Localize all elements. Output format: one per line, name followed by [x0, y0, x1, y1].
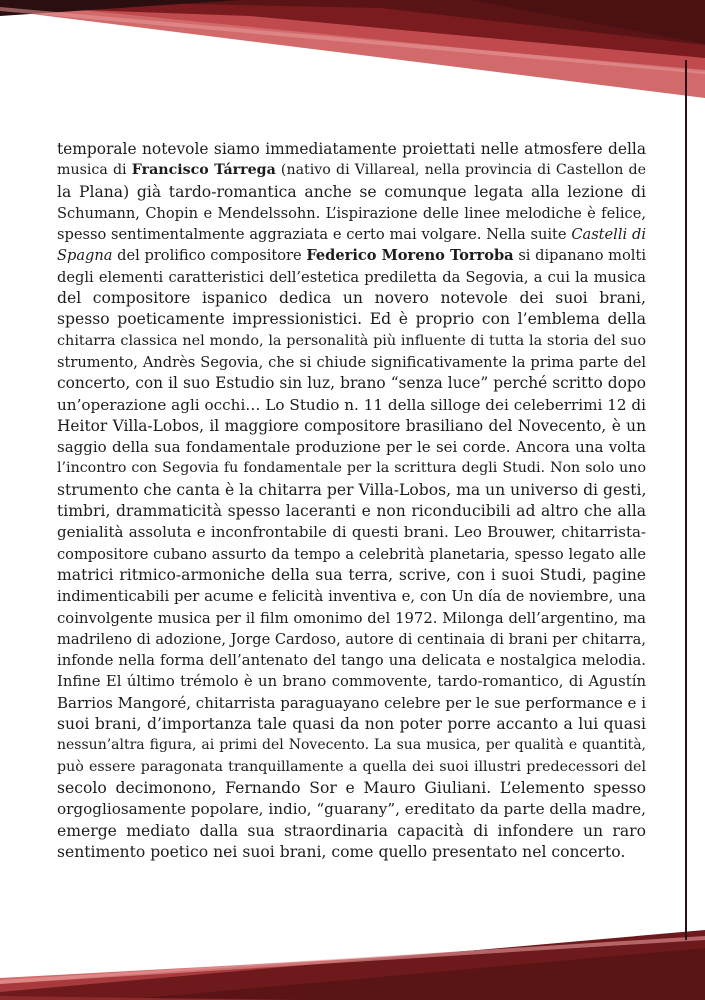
text-run: spesso poeticamente impressionistici. Ed è proprio con l’emblema della: [57, 310, 646, 329]
text-run: temporale notevole siamo immediatamente proiettati nelle atmosfere della: [57, 140, 646, 158]
text-line: [57, 437, 646, 458]
text-run: l’incontro con Segovia fu fondamentale per la scrittura degli Studi. Non solo uno: [57, 460, 646, 477]
text-run: Schumann, Chopin e Mendelssohn. L’ispirazione delle linee melodiche è felice,: [57, 204, 646, 222]
text-line: [57, 139, 646, 160]
italic-title: Castelli di: [571, 226, 646, 244]
text-line: [57, 671, 646, 692]
text-run: Heitor Villa-Lobos, il maggiore compositore brasiliano del Novecento, è un: [57, 416, 646, 435]
text-run: (nativo di Villareal, nella provincia di Castellon de: [275, 162, 647, 179]
text-line: [57, 288, 646, 309]
italic-title: Spagna: [57, 247, 113, 265]
text-run: spesso sentimentalmente aggraziata e certo mai volgare. Nella suite: [57, 226, 572, 244]
text-line: [57, 565, 646, 586]
text-run: suoi brani, d’importanza tale quasi da non poter porre accanto a lui quasi: [57, 715, 646, 734]
text-run: saggio della sua fondamentale produzione per le sei corde. Ancora una volta: [57, 438, 646, 457]
text-run: degli elementi caratteristici dell’estetica prediletta da Segovia, a cui la musica: [57, 268, 646, 286]
text-line: [57, 735, 646, 756]
text-run: orgogliosamente popolare, indio, “guarany”, ereditato da parte della madre,: [57, 800, 646, 819]
text-run: del prolifico compositore: [112, 247, 307, 265]
text-line: [57, 522, 646, 543]
text-line: [57, 331, 646, 352]
text-line: [57, 267, 646, 288]
text-run: sentimento poetico nei suoi brani, come quello presentato nel concerto.: [57, 842, 626, 861]
text-run: genialità assoluta e inconfrontabile di questi brani. Leo Brouwer, chitarrista-: [57, 523, 646, 542]
text-run: coinvolgente musica per il film omonimo del 1972. Milonga dell’argentino, ma: [57, 609, 646, 627]
text-line: [57, 821, 646, 842]
text-run: strumento, Andrès Segovia, che si chiude significativamente la prima parte del: [57, 353, 646, 371]
text-run: emerge mediato dalla sua straordinaria capacità di infondere un raro: [57, 821, 646, 840]
text-line: [57, 480, 646, 501]
text-run: infonde nella forma dell’antenato del tango una delicata e nostalgica melodia.: [57, 652, 646, 670]
text-run: timbri, drammaticità spesso laceranti e non riconducibili ad altro che alla: [57, 502, 646, 521]
text-line: [57, 160, 646, 181]
text-line: [57, 586, 646, 607]
text-line: [57, 799, 646, 820]
text-run: la Plana) già tardo-romantica anche se comunque legata alla lezione di: [57, 182, 646, 201]
bold-name: Federico Moreno Torroba: [306, 247, 514, 265]
text-run: Barrios Mangoré, chitarrista paraguayano celebre per le sue performance e i: [57, 693, 646, 712]
text-line: [57, 203, 646, 224]
text-line: [57, 309, 646, 330]
text-run: nessun’altra figura, ai primi del Novecento. La sua musica, per qualità e quantità,: [57, 737, 646, 754]
text-line: [57, 544, 646, 565]
text-run: Infine El último trémolo è un brano commovente, tardo-romantico, di Agustín: [57, 673, 646, 691]
text-run: indimenticabili per acume e felicità inventiva e, con Un día de noviembre, una: [57, 588, 646, 606]
text-line: [57, 395, 646, 416]
text-run: si dipanano molti: [513, 247, 646, 265]
text-run: musica di: [57, 162, 132, 179]
text-line: [57, 416, 646, 437]
text-run: strumento che canta è la chitarra per Villa-Lobos, ma un universo di gesti,: [57, 480, 647, 499]
text-line: [57, 757, 646, 778]
text-line: [57, 714, 646, 735]
right-vertical-rule: [685, 60, 687, 940]
text-run: concerto, con il suo Estudio sin luz, brano “senza luce” perché scritto dopo: [57, 374, 646, 393]
text-line: [57, 629, 646, 650]
text-run: un’operazione agli occhi… Lo Studio n. 11 della silloge dei celeberrimi 12 di: [57, 395, 646, 414]
text-run: può essere paragonata tranquillamente a quella dei suoi illustri predecessori del: [57, 758, 646, 775]
text-line: [57, 693, 646, 714]
article-body: [57, 139, 646, 863]
text-line: [57, 608, 646, 629]
text-line: [57, 650, 646, 671]
text-run: secolo decimonono, Fernando Sor e Mauro Giuliani. L’elemento spesso: [57, 778, 646, 797]
text-line: [57, 373, 646, 394]
text-line: [57, 778, 646, 799]
text-run: chitarra classica nel mondo, la personalità più influente di tutta la storia del suo: [57, 332, 646, 349]
bold-name: Francisco Tárrega: [131, 162, 276, 179]
text-line: [57, 224, 646, 245]
text-run: del compositore ispanico dedica un novero notevole dei suoi brani,: [57, 289, 646, 308]
bottom-decorative-band: [0, 920, 705, 1000]
text-run: matrici ritmico-armoniche della sua terra, scrive, con i suoi Studi, pagine: [57, 565, 646, 584]
text-line: [57, 352, 646, 373]
text-run: madrileno di adozione, Jorge Cardoso, autore di centinaia di brani per chitarra,: [57, 630, 646, 648]
text-line: [57, 458, 646, 479]
text-line: [57, 182, 646, 203]
text-line: [57, 842, 646, 863]
top-decorative-band: [0, 0, 705, 110]
text-line: [57, 501, 646, 522]
text-line: [57, 245, 646, 266]
text-run: compositore cubano assurto da tempo a celebrità planetaria, spesso legato alle: [57, 545, 646, 563]
